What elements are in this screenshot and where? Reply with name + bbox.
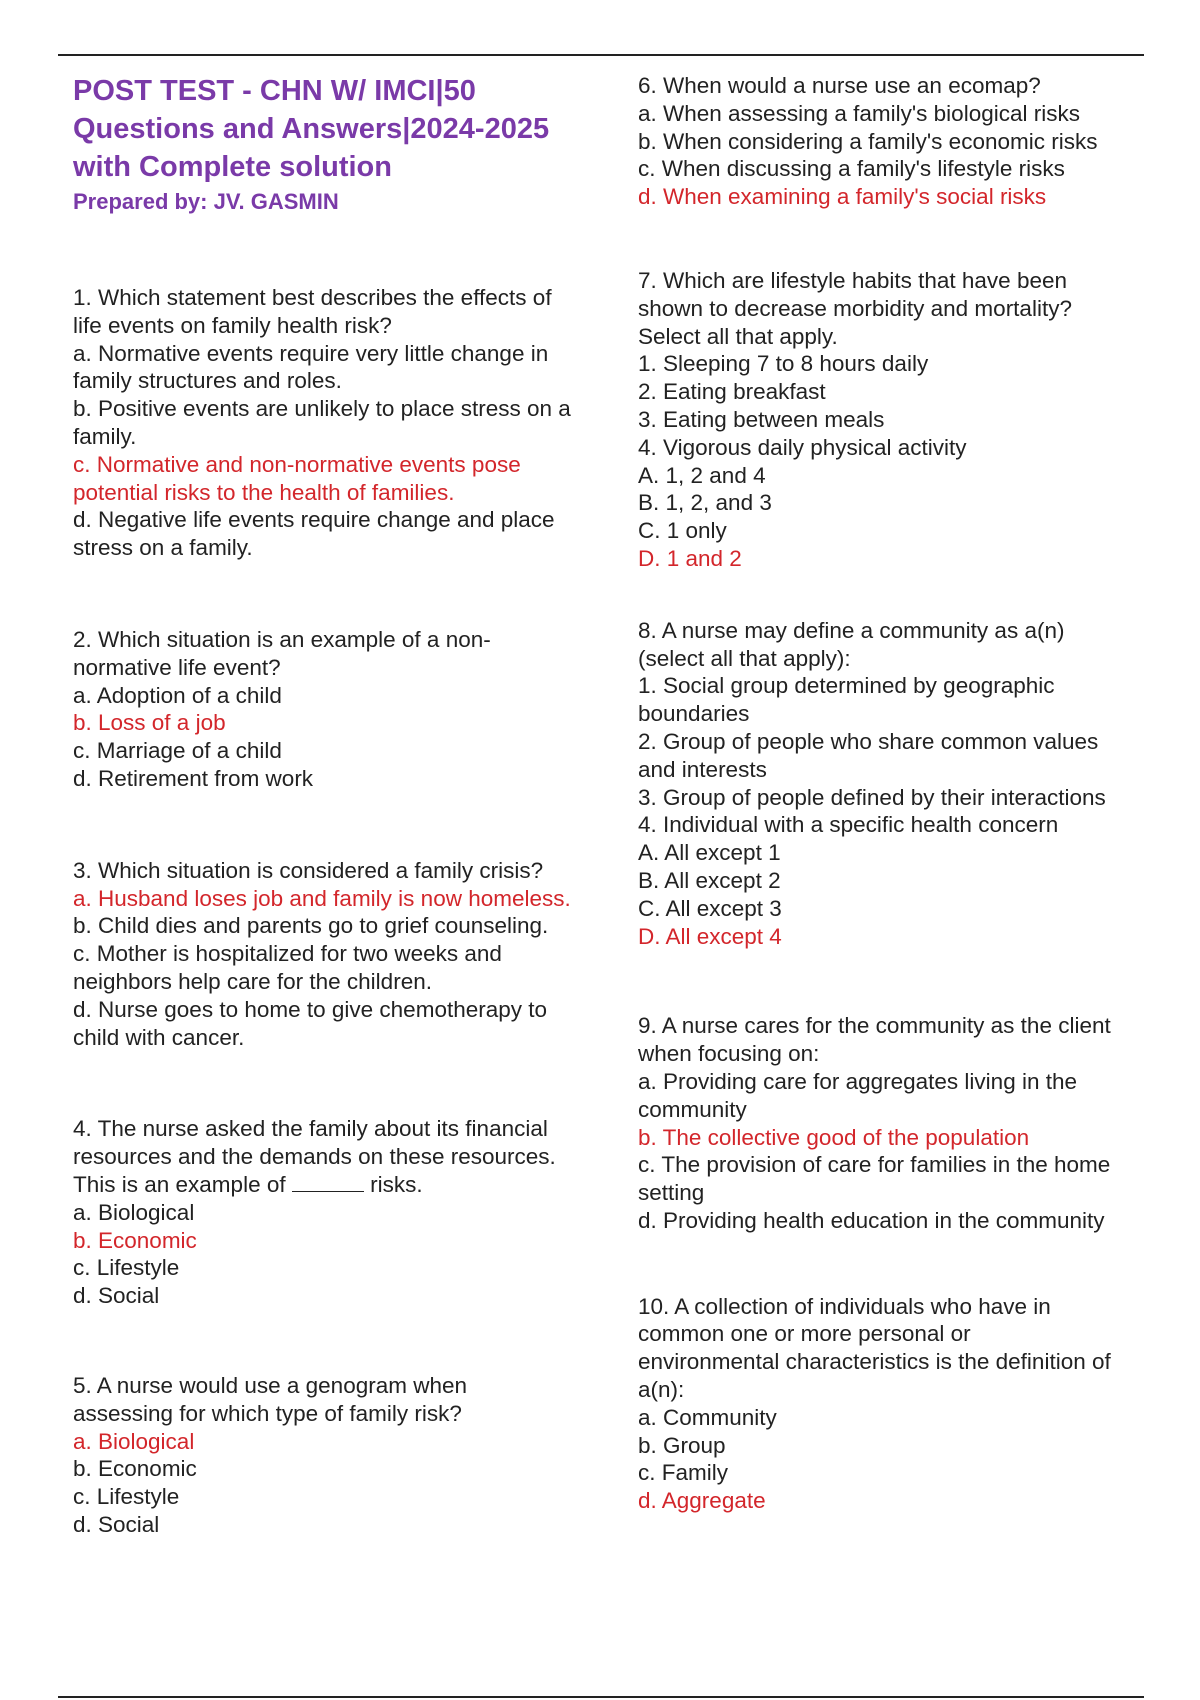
option-d: d. Retirement from work xyxy=(73,765,314,791)
question-3 xyxy=(73,857,573,1052)
option-A: A. All except 1 xyxy=(638,840,781,866)
question-6 xyxy=(638,72,1118,211)
right-column xyxy=(638,72,1118,1515)
option-D-answer: D. All except 4 xyxy=(638,923,782,949)
option-c-answer: c. Normative and non-normative events pose potential risks to the health of families. xyxy=(73,451,521,505)
option-b-answer: b. Economic xyxy=(73,1227,197,1253)
question-5 xyxy=(73,1372,573,1539)
left-column xyxy=(73,72,573,1539)
stem-text: 4. The nurse asked the family about its financial resources and the demands on these resources. This is an example of xyxy=(73,1116,556,1197)
option-c: c. Marriage of a child xyxy=(73,738,282,764)
question-7 xyxy=(638,267,1118,573)
option-c: c. Lifestyle xyxy=(73,1255,180,1281)
option-a: a. Providing care for aggregates living in the community xyxy=(638,1068,1078,1122)
top-rule xyxy=(58,54,1144,56)
option-c: c. Lifestyle xyxy=(73,1484,180,1510)
document-title: POST TEST - CHN W/ IMCI|50 Questions and Answers|2024-2025 with Complete solution xyxy=(73,75,550,183)
option-d: d. Social xyxy=(73,1511,160,1537)
question-stem xyxy=(73,1115,573,1198)
item-1: 1. Social group determined by geographic boundaries xyxy=(638,673,1055,727)
option-a: a. When assessing a family's biological risks xyxy=(638,100,1080,126)
question-stem: 5. A nurse would use a genogram when assessing for which type of family risk? xyxy=(73,1372,468,1426)
option-b: b. Economic xyxy=(73,1456,197,1482)
option-B: B. All except 2 xyxy=(638,867,781,893)
option-d-answer: d. When examining a family's social risks xyxy=(638,184,1047,210)
question-10 xyxy=(638,1293,1118,1515)
stem-text-end: risks. xyxy=(370,1171,423,1197)
item-1: 1. Sleeping 7 to 8 hours daily xyxy=(638,351,929,377)
option-a: a. Normative events require very little change in family structures and roles. xyxy=(73,340,549,394)
option-b: b. Child dies and parents go to grief counseling. xyxy=(73,913,549,939)
question-stem: 9. A nurse cares for the community as the client when focusing on: xyxy=(638,1013,1111,1067)
option-a-answer: a. Husband loses job and family is now homeless. xyxy=(73,885,571,911)
option-b: b. When considering a family's economic risks xyxy=(638,128,1098,154)
item-3: 3. Group of people defined by their interactions xyxy=(638,784,1106,810)
prepared-by: Prepared by: JV. GASMIN xyxy=(73,189,339,214)
option-d-answer: d. Aggregate xyxy=(638,1488,766,1514)
question-stem: 10. A collection of individuals who have in common one or more personal or environmental characteristics is the definition of a(n): xyxy=(638,1293,1111,1403)
question-1 xyxy=(73,284,573,562)
option-A: A. 1, 2 and 4 xyxy=(638,462,766,488)
option-c: c. The provision of care for families in the home setting xyxy=(638,1152,1111,1206)
option-d: d. Negative life events require change and place stress on a family. xyxy=(73,507,555,561)
question-stem: 6. When would a nurse use an ecomap? xyxy=(638,73,1041,98)
item-3: 3. Eating between meals xyxy=(638,406,885,432)
option-B: B. 1, 2, and 3 xyxy=(638,490,772,516)
option-d: d. Social xyxy=(73,1283,160,1309)
bottom-rule xyxy=(58,1696,1144,1698)
question-stem: 3. Which situation is considered a family crisis? xyxy=(73,857,544,883)
option-a: a. Biological xyxy=(73,1199,195,1225)
question-stem: 8. A nurse may define a community as a(n) (select all that apply): xyxy=(638,617,1065,671)
fill-blank xyxy=(292,1173,364,1192)
option-d: d. Nurse goes to home to give chemotherapy to child with cancer. xyxy=(73,996,548,1050)
item-4: 4. Vigorous daily physical activity xyxy=(638,434,967,460)
question-8 xyxy=(638,617,1118,951)
item-2: 2. Eating breakfast xyxy=(638,379,826,405)
option-C: C. All except 3 xyxy=(638,895,782,921)
question-4 xyxy=(73,1115,573,1310)
option-d: d. Providing health education in the community xyxy=(638,1207,1105,1233)
item-2: 2. Group of people who share common values and interests xyxy=(638,728,1099,782)
item-4: 4. Individual with a specific health concern xyxy=(638,812,1059,838)
option-b: b. Positive events are unlikely to place stress on a family. xyxy=(73,396,571,449)
option-C: C. 1 only xyxy=(638,518,727,544)
option-a: a. Adoption of a child xyxy=(73,682,282,708)
option-c: c. Mother is hospitalized for two weeks and neighbors help care for the children. xyxy=(73,941,502,994)
option-b-answer: b. Loss of a job xyxy=(73,710,226,736)
option-a-answer: a. Biological xyxy=(73,1428,195,1454)
option-b: b. Group xyxy=(638,1432,726,1458)
option-b-answer: b. The collective good of the population xyxy=(638,1124,1030,1150)
question-stem: 7. Which are lifestyle habits that have been shown to decrease morbidity and mortality? Select all that apply. xyxy=(638,267,1072,349)
question-2 xyxy=(73,626,573,793)
option-c: c. Family xyxy=(638,1460,728,1486)
question-9 xyxy=(638,1012,1118,1234)
option-D-answer: D. 1 and 2 xyxy=(638,545,742,571)
question-stem: 2. Which situation is an example of a non-normative life event? xyxy=(73,626,491,680)
option-c: c. When discussing a family's lifestyle risks xyxy=(638,156,1065,182)
question-stem: 1. Which statement best describes the effects of life events on family health risk? xyxy=(73,285,552,338)
option-a: a. Community xyxy=(638,1404,777,1430)
